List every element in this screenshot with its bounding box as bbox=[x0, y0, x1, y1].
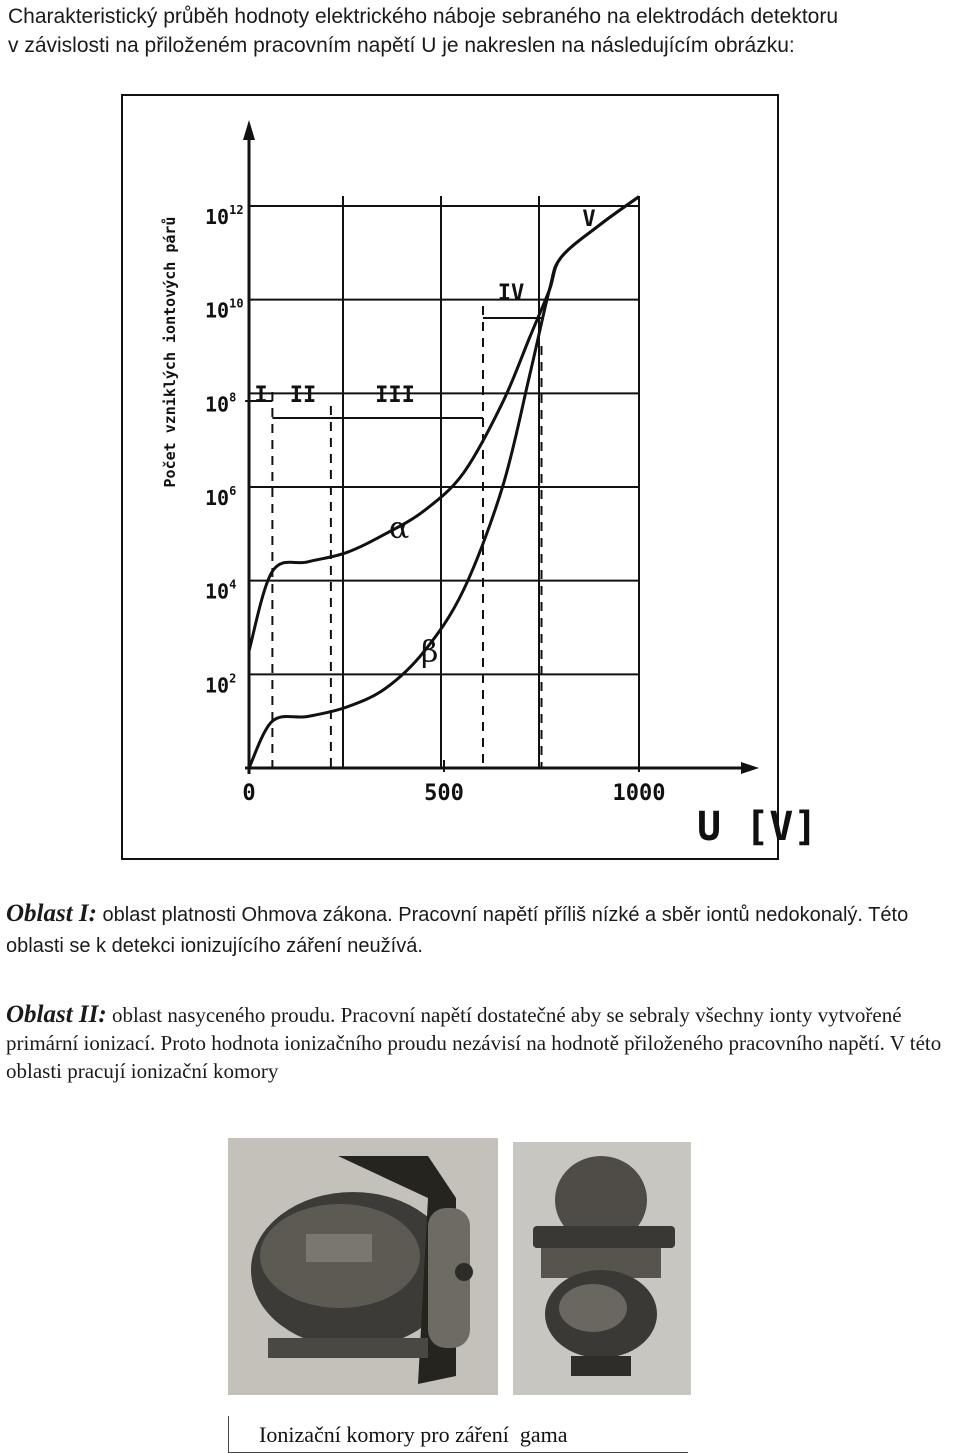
y-tick-exp: 2 bbox=[229, 671, 237, 686]
x-tick-label: 0 bbox=[242, 781, 256, 806]
series-line-beta bbox=[249, 197, 639, 768]
series-label-alpha: α bbox=[389, 511, 410, 546]
y-tick-base: 10 bbox=[205, 392, 230, 417]
intro-line-1: Charakteristický průběh hodnoty elektrického náboje sebraného na elektrodách detektoru bbox=[8, 5, 839, 28]
y-tick-exp: 4 bbox=[229, 577, 237, 592]
y-tick-base: 10 bbox=[205, 579, 230, 604]
y-tick-exp: 6 bbox=[229, 484, 237, 498]
region-label-I: I bbox=[254, 383, 268, 408]
chart-grid bbox=[249, 196, 639, 768]
y-tick-label bbox=[205, 484, 236, 510]
oblast-1-heading: Oblast I: bbox=[6, 900, 97, 927]
y-tick-base: 10 bbox=[205, 486, 230, 510]
y-tick-label bbox=[205, 203, 244, 229]
x-tick-label: 500 bbox=[424, 781, 464, 806]
oblast-1-text: oblast platnosti Ohmova zákona. Pracovní napětí příliš nízké a sběr iontů nedokonalý. Této oblasti se k detekci ionizujícího záření neužívá. bbox=[6, 904, 909, 957]
y-tick-base: 10 bbox=[205, 298, 230, 323]
y-tick-base: 10 bbox=[205, 205, 230, 229]
x-axis-label: U [V] bbox=[697, 804, 818, 850]
y-tick-label bbox=[205, 297, 244, 323]
chart-svg bbox=[123, 96, 818, 858]
photo-caption: Ionizační komory pro záření gama bbox=[228, 1416, 688, 1453]
chart-axes bbox=[243, 120, 759, 774]
y-tick-label bbox=[205, 671, 236, 697]
region-label-III: III bbox=[375, 383, 415, 408]
series-line-alpha bbox=[249, 197, 639, 651]
y-tick-label bbox=[205, 390, 236, 416]
y-tick-exp: 10 bbox=[229, 296, 244, 311]
x-tick-label: 1000 bbox=[612, 781, 666, 806]
oblast-1-paragraph bbox=[6, 898, 956, 962]
intro-line-2: v závislosti na přiloženém pracovním napětí U je nakreslen na následujícím obrázku: bbox=[8, 34, 795, 57]
y-tick-label bbox=[205, 578, 236, 604]
oblast-2-text: oblast nasyceného proudu. Pracovní napětí dostatečné aby se sebraly všechny ionty vytvořené primární ionizací. Proto hodnota ionizačního proudu nezávisí na hodnotě přiloženého pracovního napětí. V této oblasti pracují ionizační komory bbox=[6, 1003, 942, 1083]
region-label-II: II bbox=[289, 383, 317, 408]
region-label-V: V bbox=[582, 207, 596, 232]
y-axis-label: Počet vzniklých iontových párů bbox=[161, 216, 179, 488]
x-axis-arrow bbox=[741, 762, 759, 774]
ionization-chamber-photo-2 bbox=[513, 1142, 691, 1395]
oblast-2-heading: Oblast II: bbox=[6, 1001, 107, 1028]
y-tick-exp: 12 bbox=[229, 203, 244, 217]
series-label-beta: β bbox=[421, 635, 439, 670]
oblast-2-paragraph bbox=[6, 1001, 956, 1085]
ionization-chart bbox=[121, 94, 818, 860]
y-tick-base: 10 bbox=[205, 673, 230, 698]
chart-tick-labels bbox=[205, 203, 665, 806]
y-axis-arrow bbox=[243, 120, 255, 140]
region-label-IV: IV bbox=[497, 281, 525, 306]
y-tick-exp: 8 bbox=[229, 390, 237, 405]
ionization-chamber-photo-1 bbox=[228, 1138, 498, 1395]
chart-series bbox=[249, 197, 639, 768]
intro-text bbox=[8, 2, 958, 60]
